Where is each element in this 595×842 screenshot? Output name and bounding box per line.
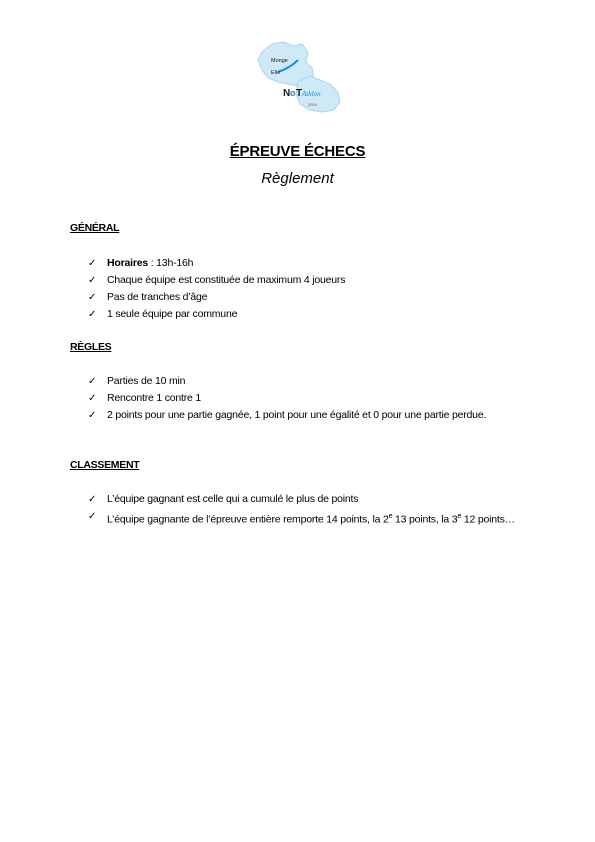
item-text: 13 points, la 3 [392, 513, 458, 526]
checkmark-icon: ✓ [88, 275, 97, 286]
map-logo-icon [254, 38, 346, 116]
list-item [88, 407, 528, 424]
list-regles [88, 373, 528, 424]
checkmark-icon: ✓ [88, 258, 97, 269]
logo-brand-o: o [290, 88, 296, 98]
logo-brand-script: Athlon [302, 90, 321, 98]
item-text: Pas de tranches d’âge [107, 291, 208, 303]
logo-brand-n: N [283, 88, 291, 99]
page-title: ÉPREUVE ÉCHECS [229, 143, 366, 160]
list-general [88, 255, 528, 323]
checkmark-icon: ✓ [88, 292, 97, 303]
list-item [88, 390, 528, 407]
list-item [88, 306, 528, 323]
checkmark-icon: ✓ [88, 393, 97, 404]
item-text: Parties de 10 min [107, 375, 186, 387]
item-text: 12 points… [461, 513, 515, 526]
list-item [88, 508, 528, 529]
item-text: L’équipe gagnant est celle qui a cumulé le plus de points [107, 493, 359, 505]
superscript: e [457, 513, 462, 520]
logo-text-1: Monge [271, 58, 288, 64]
checkmark-icon: ✓ [88, 511, 97, 522]
item-text: Rencontre 1 contre 1 [107, 392, 202, 404]
item-text: : 13h-16h [148, 257, 194, 269]
list-item [88, 373, 528, 390]
page-subtitle: Règlement [261, 170, 334, 187]
list-item [88, 255, 528, 272]
item-text: L’équipe gagnante de l’épreuve entière remporte 14 points, la 2 [107, 513, 389, 526]
checkmark-icon: ✓ [88, 376, 97, 387]
list-item [88, 491, 528, 508]
list-item [88, 289, 528, 306]
item-text: 2 points pour une partie gagnée, 1 point pour une égalité et 0 pour une partie perdue. [107, 409, 487, 421]
superscript: e [388, 513, 393, 520]
item-text: 1 seule équipe par commune [107, 308, 238, 320]
list-classement [88, 491, 528, 529]
list-item [88, 272, 528, 289]
checkmark-icon: ✓ [88, 410, 97, 421]
logo-brand-t: T [296, 88, 303, 99]
checkmark-icon: ✓ [88, 309, 97, 320]
item-text: Chaque équipe est constituée de maximum 4 joueurs [107, 274, 346, 286]
logo [254, 38, 346, 116]
logo-brand-small: 2024 [308, 102, 317, 107]
section-heading-general: GÉNÉRAL [70, 222, 120, 234]
section-heading-classement: CLASSEMENT [70, 459, 140, 471]
item-label: Horaires [107, 257, 149, 269]
checkmark-icon: ✓ [88, 494, 97, 505]
section-heading-regles: RÈGLES [70, 341, 112, 353]
logo-text-2: Elle [271, 70, 281, 76]
